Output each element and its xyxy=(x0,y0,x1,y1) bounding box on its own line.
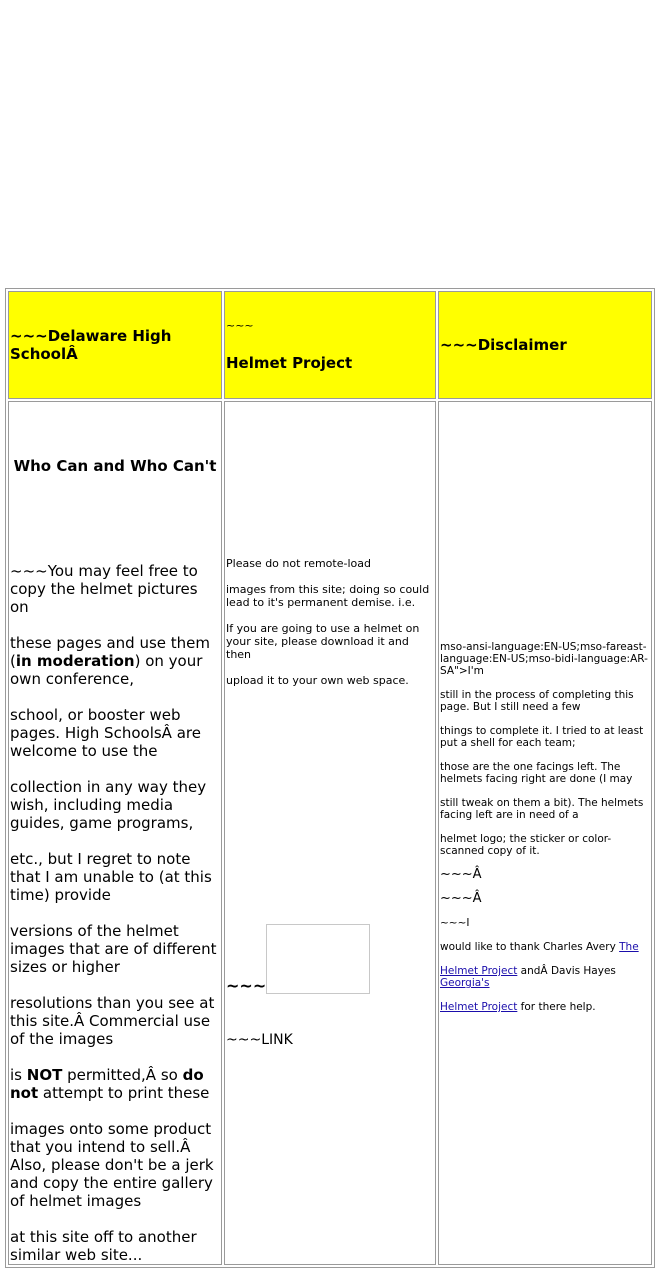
para-copy: ~~~You may feel free to copy the helmet pictures on xyxy=(10,562,198,616)
header-row xyxy=(8,291,652,399)
do-not-text: do not xyxy=(10,1066,204,1102)
georgias-link[interactable]: Georgia's xyxy=(440,977,490,989)
para-facings: those are the one facings left. The helmets facing right are done (I may xyxy=(440,761,633,785)
header-disclaimer xyxy=(438,291,652,399)
para-remote-load: Please do not remote-load xyxy=(226,557,371,570)
para-tildes-1: ~~~Â xyxy=(440,867,482,882)
para-shell: things to complete it. I tried to at least put a shell for each team; xyxy=(440,725,644,749)
not-text: NOT xyxy=(26,1066,63,1084)
header-helmet-project-text: Helmet Project xyxy=(226,353,353,372)
body-row xyxy=(8,401,652,1265)
para-school: school, or booster web pages. High SchoolsÂ are welcome to use the xyxy=(10,706,201,760)
para-demise: images from this site; doing so could lead to it's permanent demise. i.e. xyxy=(226,583,430,609)
who-can-column xyxy=(8,401,222,1265)
para-help: Helmet Project for there help. xyxy=(440,1001,596,1013)
para-images: images onto some product that you intend to sell.Â Also, please don't be a jerk and copy the entire gallery of helmet images xyxy=(10,1120,214,1210)
disclaimer-column xyxy=(438,401,652,1265)
para-tweak: still tweak on them a bit). The helmets facing left are in need of a xyxy=(440,797,644,821)
para-logo: helmet logo; the sticker or color-scanned copy of it. xyxy=(440,833,612,857)
remote-load-column xyxy=(224,401,436,1265)
image-row xyxy=(226,924,434,994)
image-tildes: ~~~ xyxy=(226,976,267,995)
para-resolutions: resolutions than you see at this site.Â Commercial use of the images xyxy=(10,994,215,1048)
para-versions: versions of the helmet images that are of different sizes or higher xyxy=(10,922,217,976)
who-can-heading: Who Can and Who Can't xyxy=(13,457,217,475)
helmet-project-link-2[interactable]: Helmet Project xyxy=(440,1001,518,1013)
para-tildes-3: ~~~I xyxy=(440,917,470,929)
helmet-project-link[interactable]: Helmet Project xyxy=(440,965,518,977)
broken-image-placeholder xyxy=(266,924,370,994)
header-helmet-project xyxy=(224,291,436,399)
para-completing: still in the process of completing this page. But I still need a few xyxy=(440,689,634,713)
header-delaware-text: ~~~Delaware High SchoolÂ xyxy=(10,327,172,363)
para-thanks: would like to thank Charles Avery The xyxy=(440,941,639,953)
para-upload: upload it to your own web space. xyxy=(226,674,409,687)
header-tildes: ~~~ xyxy=(226,318,254,332)
moderation-text: in moderation xyxy=(15,652,135,670)
para-regret: etc., but I regret to note that I am unable to (at this time) provide xyxy=(10,850,212,904)
para-collection: collection in any way they wish, including media guides, game programs, xyxy=(10,778,207,832)
header-delaware xyxy=(8,291,222,399)
para-helmet-project: Helmet Project andÂ Davis Hayes Georgia's xyxy=(440,965,616,989)
para-use: these pages and use them (in moderation) on your own conference, xyxy=(10,634,211,688)
header-disclaimer-text: ~~~Disclaimer xyxy=(440,336,567,354)
para-mso: mso-ansi-language:EN-US;mso-fareast-language:EN-US;mso-bidi-language:AR-SA">I'm xyxy=(440,641,648,677)
para-site: at this site off to another similar web site... xyxy=(10,1228,197,1264)
para-tildes-2: ~~~Â xyxy=(440,891,482,906)
link-text: ~~~LINK xyxy=(226,1032,293,1048)
content-table xyxy=(5,288,655,1268)
para-download: If you are going to use a helmet on your site, please download it and then xyxy=(226,622,420,661)
para-not-permitted: is NOT permitted,Â so do not attempt to print these xyxy=(10,1066,210,1102)
the-link[interactable]: The xyxy=(619,941,639,953)
